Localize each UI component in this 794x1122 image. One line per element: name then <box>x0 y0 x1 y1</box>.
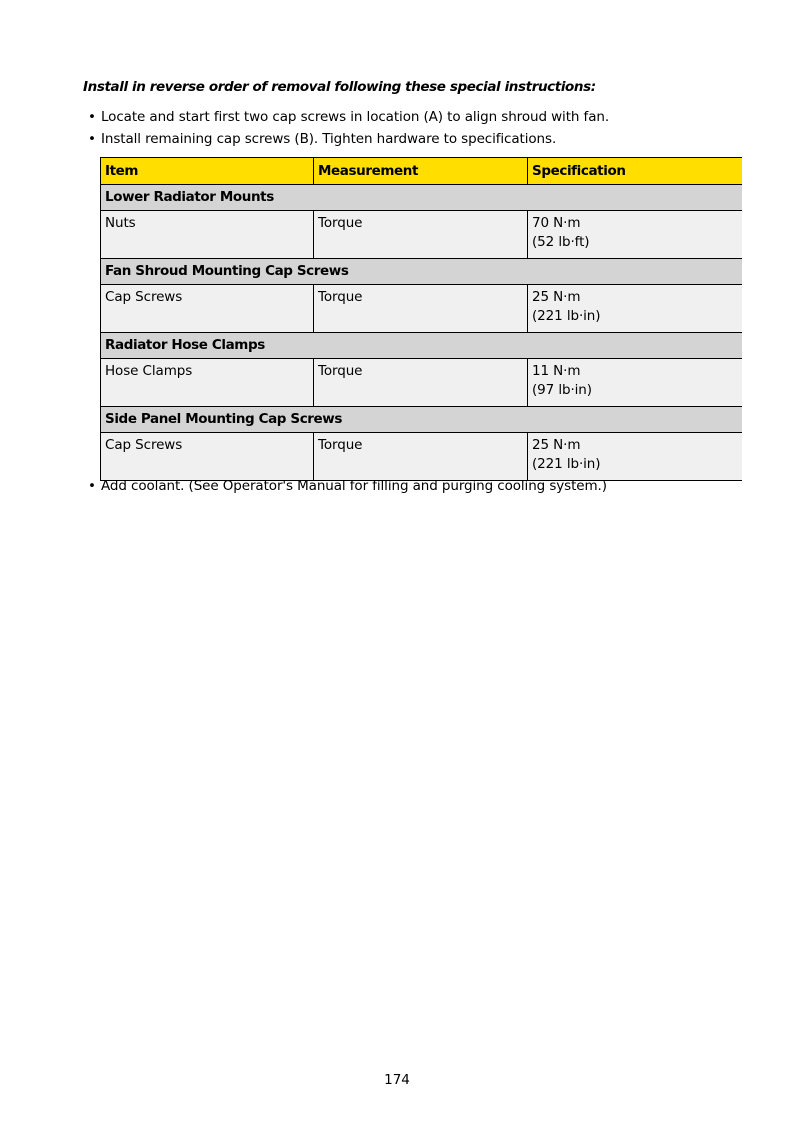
spec-metric: 11 N·m <box>532 363 581 379</box>
table-group-row <box>101 333 742 359</box>
measurement-cell: Torque <box>314 359 528 407</box>
spec-metric: 25 N·m <box>532 437 581 453</box>
table-row <box>101 285 742 333</box>
table-group-row <box>101 407 742 433</box>
bullet-icon: • <box>88 131 96 147</box>
measurement-cell: Torque <box>314 285 528 333</box>
bullet-icon: • <box>88 478 96 494</box>
item-cell: Cap Screws <box>101 433 314 481</box>
table-row <box>101 359 742 407</box>
item-cell: Cap Screws <box>101 285 314 333</box>
table-row <box>101 433 742 481</box>
spec-imperial: (97 lb·in) <box>532 382 592 398</box>
spec-metric: 70 N·m <box>532 215 581 231</box>
spec-imperial: (221 lb·in) <box>532 456 601 472</box>
list-item <box>88 106 609 128</box>
instruction-list <box>88 106 609 150</box>
specification-cell <box>528 285 742 333</box>
spec-metric: 25 N·m <box>532 289 581 305</box>
group-title: Lower Radiator Mounts <box>101 185 742 211</box>
specification-cell <box>528 211 742 259</box>
list-item <box>88 128 609 150</box>
list-item-text: Add coolant. (See Operator's Manual for filling and purging cooling system.) <box>101 478 607 494</box>
measurement-cell: Torque <box>314 211 528 259</box>
column-header-specification: Specification <box>528 158 742 185</box>
group-title: Side Panel Mounting Cap Screws <box>101 407 742 433</box>
group-title: Radiator Hose Clamps <box>101 333 742 359</box>
page-number: 174 <box>384 1072 410 1088</box>
spec-imperial: (221 lb·in) <box>532 308 601 324</box>
table-row <box>101 211 742 259</box>
column-header-measurement: Measurement <box>314 158 528 185</box>
list-item-text: Install remaining cap screws (B). Tighten hardware to specifications. <box>101 131 557 147</box>
measurement-cell: Torque <box>314 433 528 481</box>
instructions-heading: Install in reverse order of removal following these special instructions: <box>83 79 596 95</box>
table-group-row <box>101 185 742 211</box>
table-group-row <box>101 259 742 285</box>
list-item-text: Locate and start first two cap screws in location (A) to align shroud with fan. <box>101 109 610 125</box>
column-header-item: Item <box>101 158 314 185</box>
specification-cell <box>528 433 742 481</box>
spec-imperial: (52 lb·ft) <box>532 234 590 250</box>
bullet-icon: • <box>88 109 96 125</box>
item-cell: Nuts <box>101 211 314 259</box>
specification-cell <box>528 359 742 407</box>
item-cell: Hose Clamps <box>101 359 314 407</box>
list-item <box>88 475 607 497</box>
group-title: Fan Shroud Mounting Cap Screws <box>101 259 742 285</box>
table-header-row <box>101 158 742 185</box>
torque-spec-table <box>100 157 742 481</box>
